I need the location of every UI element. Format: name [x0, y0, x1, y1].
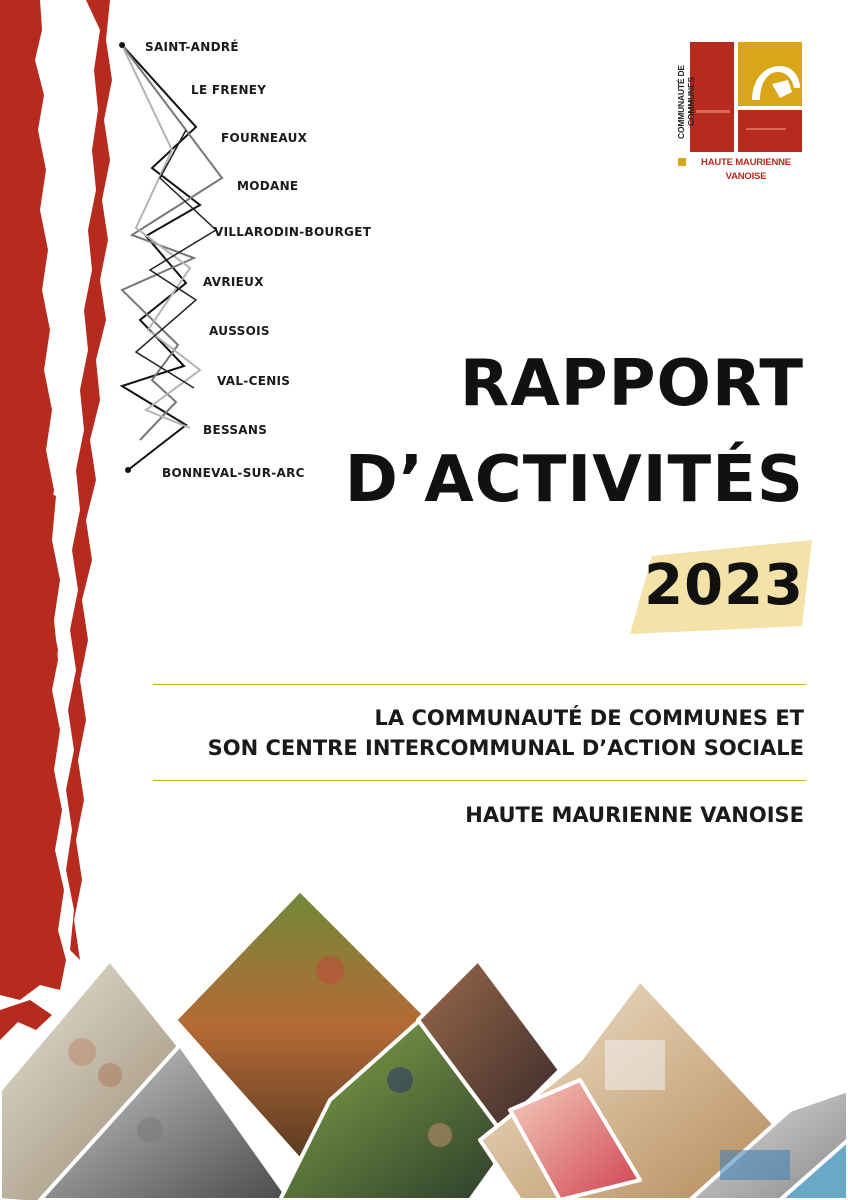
commune-label-saint-andre: SAINT-ANDRÉ — [145, 40, 239, 54]
report-year: 2023 — [644, 553, 804, 618]
subtitle-line-2: SON CENTRE INTERCOMMUNAL D’ACTION SOCIALE — [207, 736, 804, 760]
commune-label-bonneval-sur-arc: BONNEVAL-SUR-ARC — [162, 466, 305, 480]
divider-bottom — [153, 780, 806, 781]
commune-label-le-freney: LE FRENEY — [191, 83, 267, 97]
commune-label-modane: MODANE — [237, 179, 299, 193]
logo-bottom-text: HAUTE MAURIENNE VANOISE — [701, 157, 791, 182]
divider-top — [153, 684, 806, 685]
commune-label-aussois: AUSSOIS — [209, 324, 270, 338]
commune-label-fourneaux: FOURNEAUX — [221, 131, 308, 145]
commune-label-avrieux: AVRIEUX — [203, 275, 264, 289]
title-line-2: D’ACTIVITÉS — [344, 443, 804, 517]
title-line-1: RAPPORT — [459, 347, 804, 421]
territory-name: HAUTE MAURIENNE VANOISE — [465, 803, 804, 827]
commune-label-val-cenis: VAL-CENIS — [217, 374, 291, 388]
logo-vertical-text: COMMUNAUTÉ DE COMMUNES — [676, 65, 696, 139]
commune-label-bessans: BESSANS — [203, 423, 268, 437]
photo-collage — [0, 880, 848, 1200]
subtitle-line-1: LA COMMUNAUTÉ DE COMMUNES ET — [374, 706, 804, 730]
commune-label-villarodin-bourget: VILLARODIN-BOURGET — [214, 225, 372, 239]
